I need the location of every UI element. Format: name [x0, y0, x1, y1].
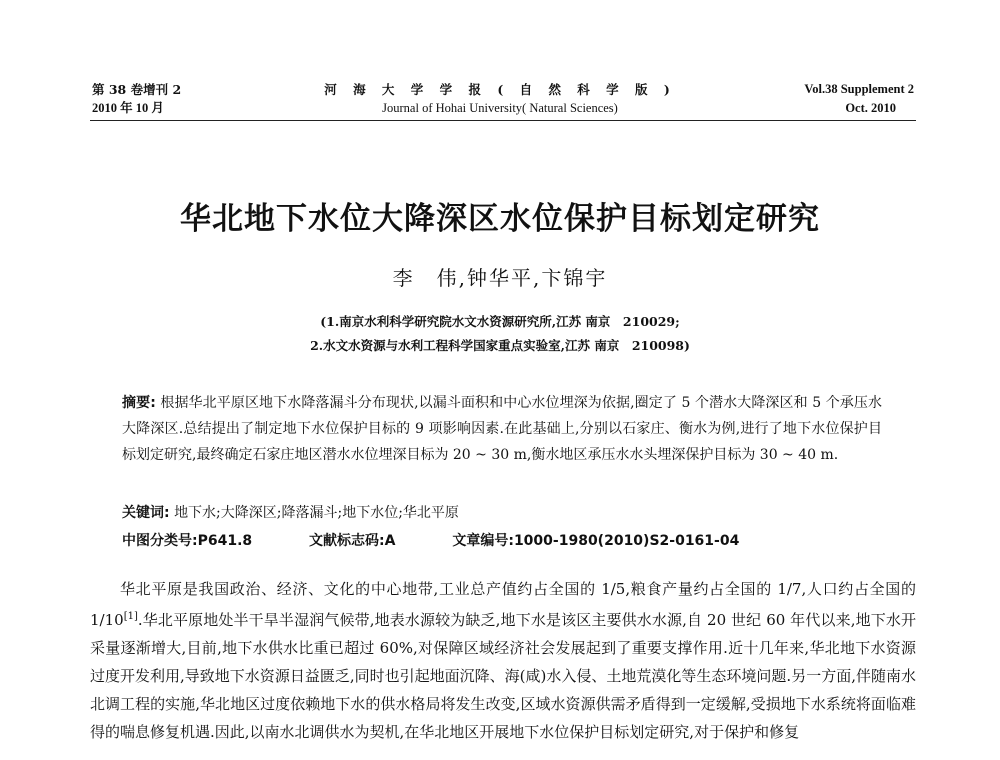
citation-ref[interactable]: [1]	[123, 611, 138, 622]
abstract-label: 摘要:	[122, 395, 156, 411]
header-divider	[90, 120, 916, 121]
paragraph-text-b: .华北平原地处半干旱半湿润气候带,地表水源较为缺乏,地下水是该区主要供水水源,自 20 世纪 60 年代以来,地下水开采量逐渐增大,目前,地下水供水比重已超过 60%,对保障区域经济社会发展起到了重要支撑作用.近十几年来,华北地下水资源过度开发利用,导致地下水资源日益匮乏,同时也引起地面沉降、海(咸)水入侵、土地荒漠化等生态环境问题.另一方面,伴随南水北调工程的实施,华北地区过度依赖地下水的供水格局将发生改变,区域水资源供需矛盾得到一定缓解,受损地下水系统将面临难得的喘息修复机遇.因此,以南水北调供水为契机,在华北地区开展地下水位保护目标划定研究,对于保护和修复	[90, 611, 916, 741]
article-number: 文章编号:1000-1980(2010)S2-0161-04	[452, 533, 740, 549]
affiliation-2: 2.水文水资源与水利工程科学国家重点实验室,江苏 南京 210098)	[310, 338, 690, 353]
paragraph-text-a: 华北平原是我国政治、经济、文化的中心地带,工业总产值约占全国的 1/5,粮食产量约占全国的 1/7,人口约占全国的 1/10	[90, 580, 916, 629]
journal-name-cn: 河 海 大 学 学 报 ( 自 然 科 学 版 )	[324, 82, 676, 97]
abstract	[122, 390, 882, 468]
body-text	[90, 575, 916, 746]
volume-issue: 第 38 卷增刊 2	[92, 82, 182, 97]
clc-number: 中图分类号:P641.8	[122, 533, 253, 549]
keywords-text: 地下水;大降深区;降落漏斗;地下水位;华北平原	[174, 505, 459, 521]
journal-volume-en	[804, 80, 914, 118]
publication-date: 2010 年 10 月	[92, 101, 164, 115]
document-code: 文献标志码:A	[309, 533, 396, 549]
volume-en: Vol.38 Supplement 2	[804, 82, 914, 96]
affiliation-1: (1.南京水利科学研究院水文水资源研究所,江苏 南京 210029;	[320, 314, 680, 329]
paper-title: 华北地下水位大降深区水位保护目标划定研究	[180, 201, 820, 237]
author-list: 李 伟,钟华平,卞锦宇	[392, 266, 608, 290]
date-en: Oct. 2010	[845, 101, 896, 115]
keywords	[122, 500, 882, 526]
keywords-label: 关键词:	[122, 505, 170, 521]
abstract-text: 根据华北平原区地下水降落漏斗分布现状,以漏斗面积和中心水位埋深为依据,圈定了 5 个潜水大降深区和 5 个承压水大降深区.总结提出了制定地下水位保护目标的 9 项影响因素.在此基础上,分别以石家庄、衡水为例,进行了地下水位保护目标划定研究,最终确定石家庄地区潜水水位埋深目标为 20 ~ 30 m,衡水地区承压水水头埋深保护目标为 30 ~ 40 m.	[122, 395, 883, 463]
journal-name-en: Journal of Hohai University( Natural Sciences)	[382, 101, 618, 115]
paragraph	[90, 575, 916, 746]
classification-line	[122, 528, 882, 554]
